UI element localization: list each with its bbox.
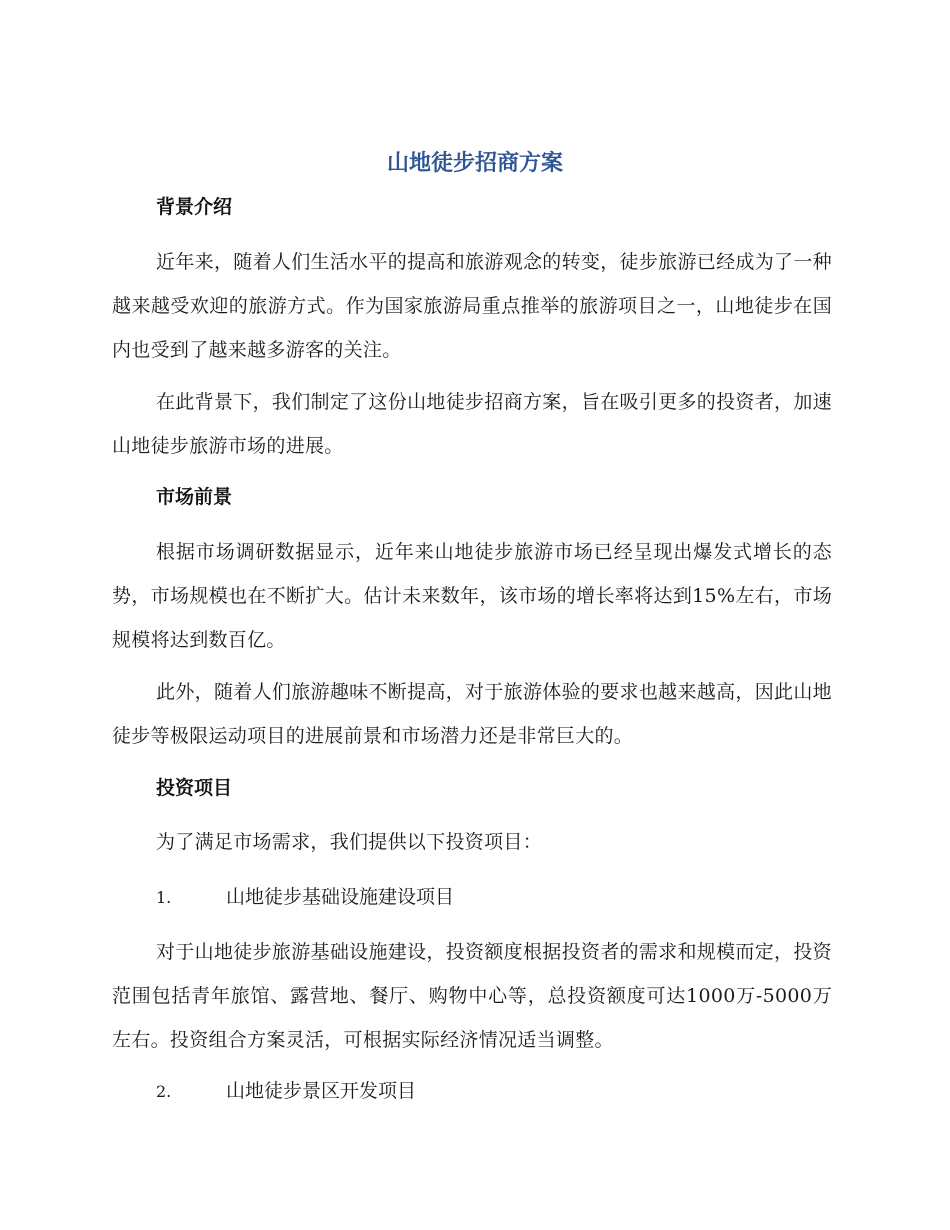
section-heading-background: 背景介绍 — [156, 196, 233, 218]
paragraph-background-1: 近年来，随着人们生活水平的提高和旅游观念的转变，徒步旅游已经成为了一种越来越受欢迎的旅游方式。作为国家旅游局重点推举的旅游项目之一，山地徒步在国内也受到了越来越多游客的关注。 — [112, 251, 832, 361]
list-item-number: 2. — [156, 1082, 172, 1101]
paragraph-item-1-description: 对于山地徒步旅游基础设施建设，投资额度根据投资者的需求和规模而定，投资范围包括青年旅馆、露营地、餐厅、购物中心等，总投资额度可达1000万-5000万左右。投资组合方案灵活，可根据实际经济情况适当调整。 — [112, 941, 832, 1051]
paragraph-background-2: 在此背景下，我们制定了这份山地徒步招商方案，旨在吸引更多的投资者，加速山地徒步旅游市场的进展。 — [112, 391, 832, 457]
section-heading-investment: 投资项目 — [156, 777, 233, 799]
paragraph-market-1: 根据市场调研数据显示，近年来山地徒步旅游市场已经呈现出爆发式增长的态势，市场规模也在不断扩大。估计未来数年，该市场的增长率将达到15%左右，市场规模将达到数百亿。 — [112, 541, 832, 651]
section-heading-market: 市场前景 — [156, 486, 233, 508]
list-item-label: 山地徒步景区开发项目 — [226, 1080, 417, 1102]
list-item — [156, 1076, 416, 1107]
list-item-number: 1. — [156, 888, 172, 907]
document-title: 山地徒步招商方案 — [386, 151, 563, 176]
list-item-label: 山地徒步基础设施建设项目 — [226, 886, 455, 908]
list-item — [156, 882, 454, 913]
paragraph-investment-intro: 为了满足市场需求，我们提供以下投资项目： — [156, 831, 543, 853]
paragraph-market-2: 此外，随着人们旅游趣味不断提高，对于旅游体验的要求也越来越高，因此山地徒步等极限运动项目的进展前景和市场潜力还是非常巨大的。 — [112, 681, 832, 747]
